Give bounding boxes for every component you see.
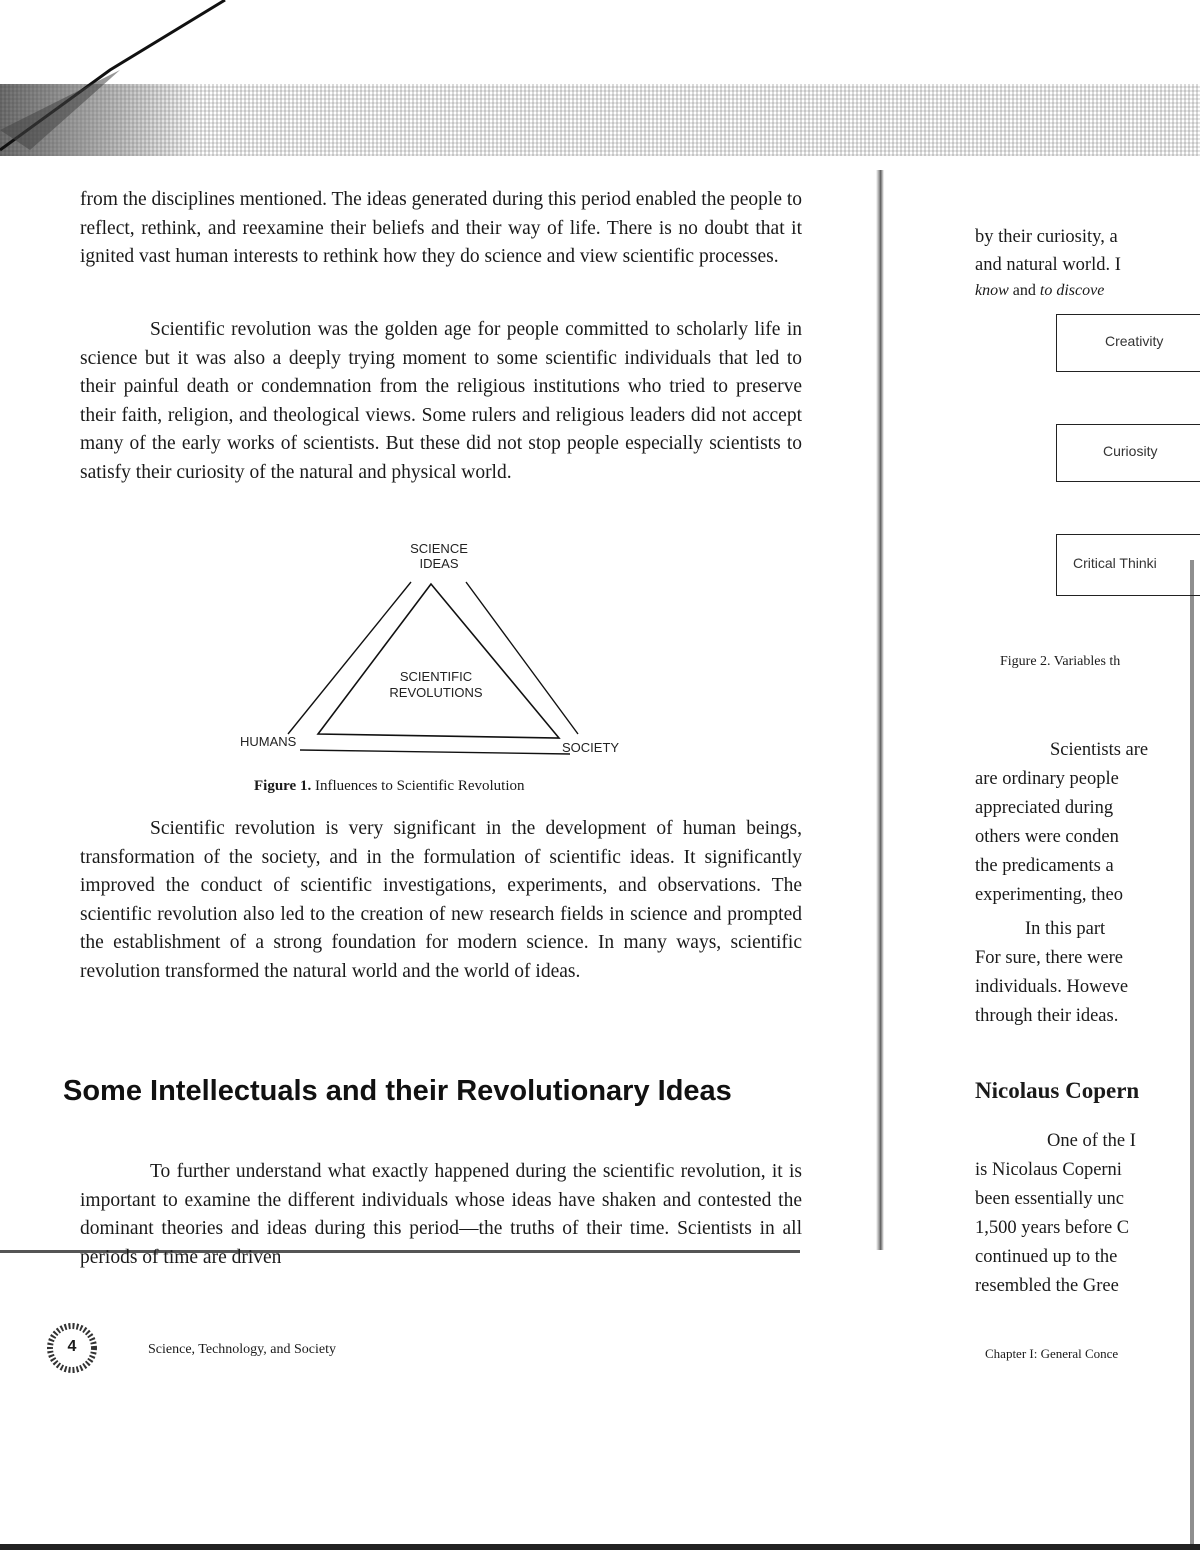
paragraph-2: Scientific revolution was the golden age for people committed to scholarly life in science but it was also a deeply trying moment to some scientific individuals that led to their painful death or condemnation from the religious institutions who tried to preserve their faith, religion, and theological views. Some rulers and religious leaders did not accept many of the early works of scientists. But these did not stop people especially scientists to satisfy their curiosity of the natural and physical world.	[80, 319, 802, 483]
right-line-3-discover: to discove	[1039, 282, 1105, 299]
right-bottom-line-1: One of the I	[1047, 1131, 1136, 1151]
right-low-line-3: individuals. Howeve	[975, 977, 1129, 997]
right-line-3-and: and	[1012, 282, 1036, 299]
label-scientific: SCIENTIFIC	[399, 669, 473, 684]
label-humans: HUMANS	[240, 734, 297, 749]
right-line-1: by their curiosity, a	[975, 227, 1118, 247]
right-low-line-2: For sure, there were	[975, 948, 1123, 968]
right-bottom-line-4: 1,500 years before C	[975, 1218, 1130, 1238]
right-line-2: and natural world. I	[975, 255, 1121, 275]
scan-bottom-edge	[0, 1544, 1200, 1550]
right-section-heading: Nicolaus Copern	[975, 1078, 1140, 1103]
page-edge	[1190, 560, 1194, 1550]
figure-1-diagram	[230, 538, 650, 768]
variable-box-label: Curiosity	[1103, 443, 1158, 459]
right-mid-line-1: Scientists are	[1050, 740, 1149, 760]
right-low-line-1: In this part	[1025, 919, 1106, 939]
paragraph-3: Scientific revolution is very significant in the development of human beings, transformation of the society, and in the formulation of scientific ideas. It significantly improved the conduct of scientific investigations, experiments, and observations. The scientific revolution also led to the creation of new research fields in science and prompted the establishment of a strong foundation for modern science. In many ways, scientific revolution transformed the natural world and the world of ideas.	[80, 818, 802, 982]
right-line-3-know: know	[975, 282, 1009, 299]
variable-box-creativity	[1056, 314, 1200, 372]
variable-box-critical-thinking	[1056, 534, 1200, 596]
right-bottom-line-3: been essentially unc	[975, 1189, 1124, 1209]
figure-1-caption-text: Influences to Scientific Revolution	[314, 778, 525, 794]
right-line-3	[975, 276, 1200, 306]
outer-right-line	[466, 582, 578, 734]
right-bottom-line-2: is Nicolaus Coperni	[975, 1160, 1122, 1180]
label-ideas: IDEAS	[419, 556, 459, 571]
figure-2-caption: Figure 2. Variables th	[1000, 654, 1121, 669]
book-gutter	[876, 170, 884, 1250]
right-mid-line-6: experimenting, theo	[975, 885, 1123, 905]
outer-left-line	[288, 582, 411, 734]
paragraph-1: from the disciplines mentioned. The ideas generated during this period enabled the people to reflect, rethink, and reexamine their beliefs and their way of life. There is no doubt that it ignited vast human interests to rethink how they do science and view scientific processes.	[80, 189, 803, 268]
right-bottom-line-5: continued up to the	[975, 1247, 1118, 1267]
right-mid-line-3: appreciated during	[975, 798, 1114, 818]
page-number: 4	[67, 1338, 77, 1355]
right-mid-line-4: others were conden	[975, 827, 1119, 847]
figure-1-caption-label: Figure 1.	[254, 778, 312, 794]
right-mid-line-2: are ordinary people	[975, 769, 1119, 789]
right-footer: Chapter I: General Conce	[985, 1346, 1119, 1361]
label-science: SCIENCE	[410, 541, 468, 556]
label-society: SOCIETY	[562, 740, 620, 755]
section-heading: Some Intellectuals and their Revolutionary Ideas	[63, 1075, 732, 1107]
right-mid-line-5: the predicaments a	[975, 856, 1114, 876]
label-revolutions: REVOLUTIONS	[389, 685, 483, 700]
right-low-line-4: through their ideas.	[975, 1006, 1119, 1026]
variable-box-label: Critical Thinki	[1073, 555, 1157, 571]
right-bottom-line-6: resembled the Gree	[975, 1276, 1119, 1296]
page-fold-line	[0, 0, 260, 180]
paragraph-4: To further understand what exactly happened during the scientific revolution, it is important to examine the different individuals whose ideas have shaken and contested the dominant theories and ideas during this period—the truths of their time. Scientists in all periods of time are driven	[80, 1161, 802, 1268]
figure-1-caption	[254, 778, 525, 795]
variable-box-curiosity	[1056, 424, 1200, 482]
variable-box-label: Creativity	[1105, 333, 1164, 349]
outer-bottom-line	[300, 750, 570, 754]
footer-title: Science, Technology, and Society	[148, 1342, 336, 1357]
inner-triangle	[318, 584, 559, 738]
